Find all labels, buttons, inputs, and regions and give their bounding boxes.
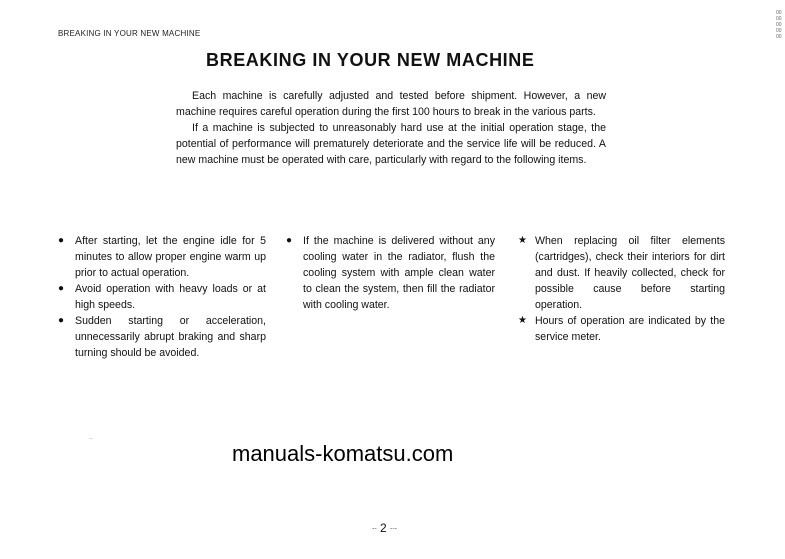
column-1: [58, 233, 266, 361]
bullet-icon: ●: [286, 235, 293, 246]
column-3: [518, 233, 725, 345]
bullet-icon: ●: [58, 315, 65, 326]
list-item: [58, 233, 266, 281]
star-icon: ★: [518, 235, 527, 246]
stray-marks: ..: [89, 434, 93, 441]
bullet-icon: ●: [58, 235, 65, 246]
star-icon: ★: [518, 315, 527, 326]
list-item-text: After starting, let the engine idle for 5 minutes to allow proper engine warm up prior to actual operation.: [75, 235, 266, 279]
list-item: [518, 313, 725, 345]
list-item-text: If the machine is delivered without any cooling water in the radiator, flush the cooling system with ample clean water to clean the system, then fill the radiator with cooling water.: [303, 235, 495, 311]
page-number-dash: ---: [390, 525, 398, 533]
intro-paragraph: Each machine is carefully adjusted and tested before shipment. However, a new machine requires careful operation during the first 100 hours to break in the various parts.: [176, 90, 606, 118]
page-number-value: 2: [380, 521, 387, 535]
star-list: [518, 233, 725, 345]
list-item-text: Hours of operation are indicated by the service meter.: [535, 315, 725, 343]
list-item-text: When replacing oil filter elements (cartridges), check their interiors for dirt and dust. If heavily collected, check for possible cause before starting operation.: [535, 235, 725, 311]
watermark-text: manuals-komatsu.com: [232, 441, 454, 466]
side-code: 0000000000: [776, 10, 782, 40]
running-header: BREAKING IN YOUR NEW MACHINE: [58, 29, 201, 38]
list-item: [286, 233, 495, 313]
bullet-list: [58, 233, 266, 361]
page-number: [372, 521, 397, 535]
bullet-icon: ●: [58, 283, 65, 294]
page-number-dash: --: [372, 525, 377, 533]
intro-text: [176, 88, 606, 168]
list-item: [58, 313, 266, 361]
page-title: BREAKING IN YOUR NEW MACHINE: [206, 50, 535, 70]
intro-paragraph: If a machine is subjected to unreasonably hard use at the initial operation stage, the potential of performance will prematurely deteriorate and the service life will be reduced. A new machine must be operated with care, particularly with regard to the following items.: [176, 122, 606, 166]
list-item: [518, 233, 725, 313]
list-item-text: Sudden starting or acceleration, unnecessarily abrupt braking and sharp turning should be avoided.: [75, 315, 266, 359]
bullet-list: [286, 233, 495, 313]
column-2: [286, 233, 495, 313]
list-item: [58, 281, 266, 313]
list-item-text: Avoid operation with heavy loads or at high speeds.: [75, 283, 266, 311]
